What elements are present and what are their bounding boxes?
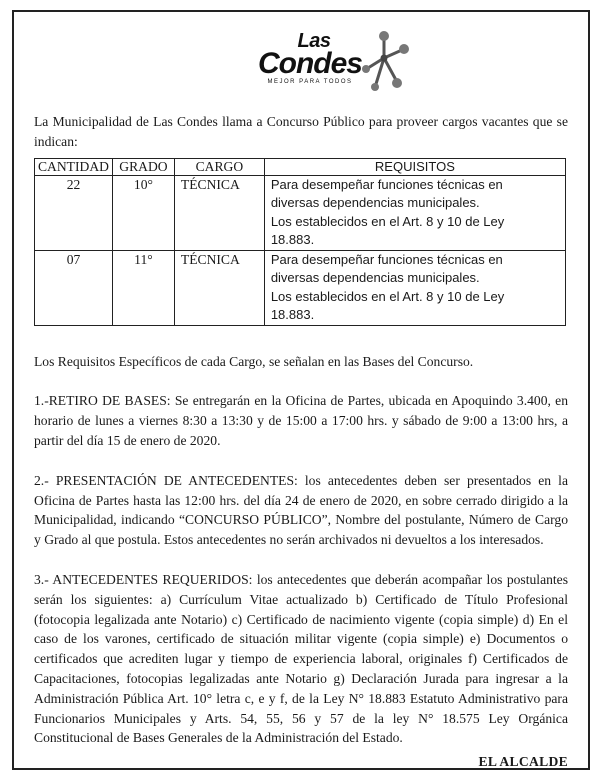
logo-tagline: MEJOR PARA TODOS [267, 79, 353, 85]
section-retiro-bases: 1.-RETIRO DE BASES: Se entregarán en la Oficina de Partes, ubicada en Apoquindo 3.400, en horario de lunes a viernes 8:30 a 13:30 y de 15:00 a 17:00 hrs. y sábado de 9:00 a 13:00 hrs, a partir del día 15 de enero de 2020. [34, 393, 568, 448]
cell-grado: 10° [112, 175, 174, 250]
header-grado: GRADO [112, 158, 174, 175]
req-line: diversas dependencias municipales. [270, 195, 480, 211]
logo-line1: Las [297, 30, 331, 52]
logo-molecule-icon [354, 28, 412, 94]
cell-cargo: TÉCNICA [174, 175, 264, 250]
req-line: 18.883. [270, 232, 315, 248]
logo [34, 22, 568, 106]
positions-table [34, 158, 566, 326]
signature: EL ALCALDE [478, 754, 568, 770]
cell-grado: 11° [112, 250, 174, 325]
req-line: Los establecidos en el Art. 8 y 10 de Ley [270, 288, 505, 304]
req-line: 18.883. [270, 307, 315, 323]
cell-cargo: TÉCNICA [174, 250, 264, 325]
header-requisitos: REQUISITOS [264, 158, 565, 175]
table-header-row [35, 158, 566, 175]
intro-text: La Municipalidad de Las Condes llama a Concurso Público para proveer cargos vacantes que se indican: [34, 114, 568, 149]
req-line: Los establecidos en el Art. 8 y 10 de Ley [270, 213, 505, 229]
section-presentacion-antecedentes: 2.- PRESENTACIÓN DE ANTECEDENTES: los antecedentes deben ser presentados en la Oficina de Partes hasta las 12:00 hrs. del día 24 de enero de 2020, en sobre cerrado dirigido a la Municipalidad, indicando “CONCURSO PÚBLICO”, Nombre del postulante, Número de Cargo y Grado al que postula. Estos antecedentes no serán archivados ni devueltos a los interesados. [34, 472, 568, 548]
cell-cantidad: 22 [35, 175, 113, 250]
table-row [35, 175, 566, 250]
cell-cantidad: 07 [35, 250, 113, 325]
section-antecedentes-requeridos: 3.- ANTECEDENTES REQUERIDOS: los antecedentes que deberán acompañar los postulantes serán los siguientes: a) Currículum Vitae actualizado b) Certificado de Título Profesional (fotocopia legalizada ante Notario) c) Certificado de nacimiento vigente (copia simple) d) En el caso de los varones, certificado de situación militar vigente (copia simple) e) Documentos o certificados que acrediten lugar y tiempo de experiencia laboral, originales f) Certificados de Capacitaciones, fotocopias legalizadas ante Notario g) Declaración Jurada para ingresar a la Administración Pública Art. 10° letra c, e y f, de la Ley N° 18.883 Estatuto Administrativo para Funcionarios Municipales y Arts. 54, 55, 56 y 57 de la ley N° 18.575 Ley Orgánica Constitucional de Bases Generales de la Administración del Estado. [34, 571, 568, 746]
req-line: Para desempeñar funciones técnicas en [270, 176, 503, 192]
header-cargo: CARGO [174, 158, 264, 175]
req-line: diversas dependencias municipales. [270, 270, 480, 286]
cell-requisitos [264, 250, 565, 325]
table-row [35, 250, 566, 325]
header-cantidad: CANTIDAD [35, 158, 113, 175]
logo-line2: Condes [257, 47, 362, 80]
req-line: Para desempeñar funciones técnicas en [270, 251, 503, 267]
notice-frame [12, 10, 590, 770]
requisitos-especificos-text: Los Requisitos Específicos de cada Cargo, se señalan en las Bases del Concurso. [34, 353, 474, 369]
cell-requisitos [264, 175, 565, 250]
